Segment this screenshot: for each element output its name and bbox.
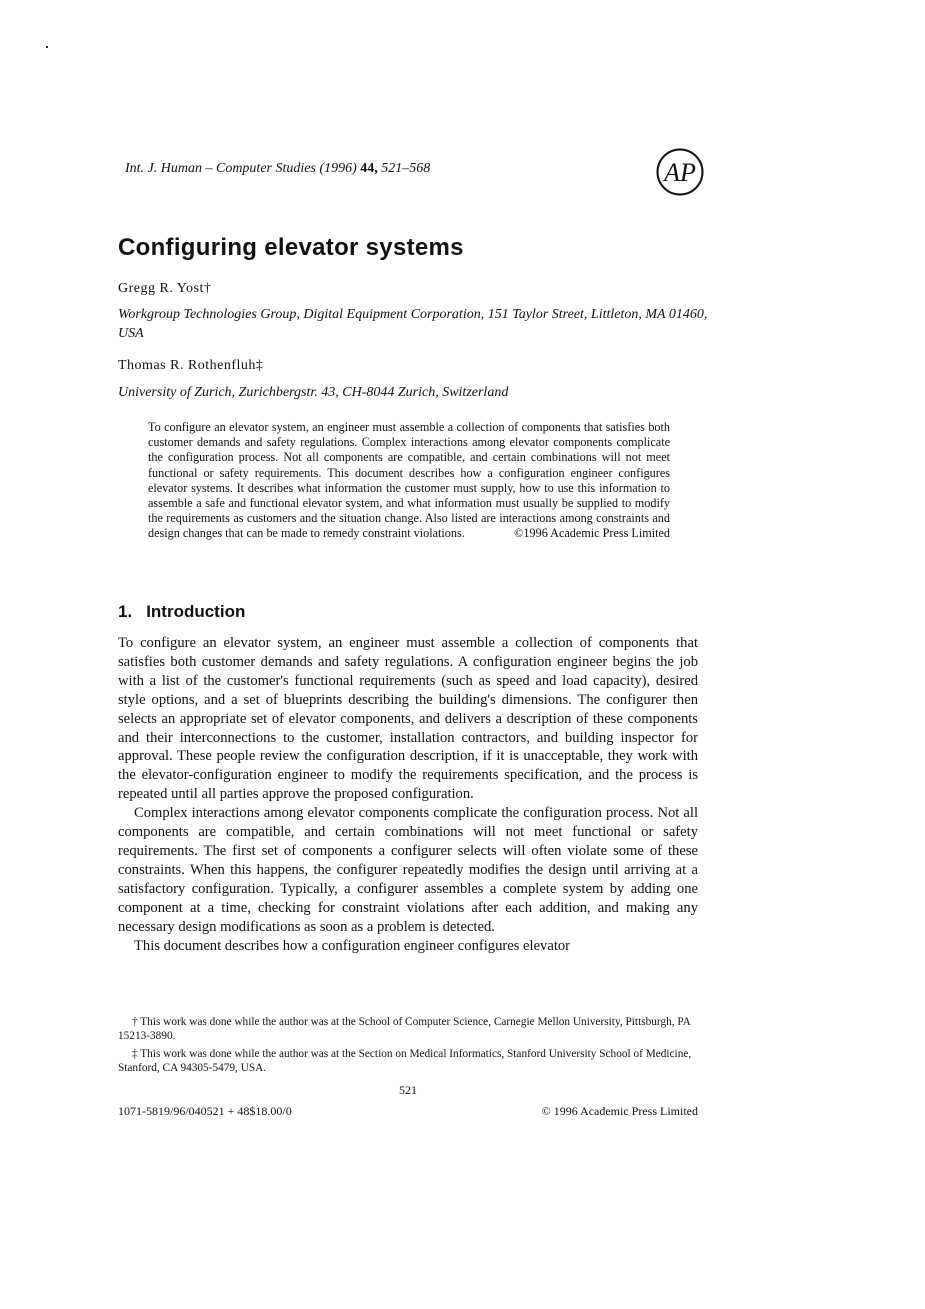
author-name-2: Thomas R. Rothenfluh‡ bbox=[118, 358, 264, 373]
paragraph: To configure an elevator system, an engineer must assemble a collection of components that satisfies both customer demands and safety regulations. A configuration engineer begins the job with a list of the customer's functional requirements (such as speed and load capacity), desired style options, and a set of blueprints describing the building's dimensions. The configurer then selects an appropriate set of elevator components, and delivers a description of these components and their interconnections to the customer, installation contractors, and building inspector for approval. These people review the configuration description, if it is unacceptable, they work with the elevator-configuration engineer to modify the requirements specification, and the process is repeated until all parties approve the proposed configuration. bbox=[118, 635, 698, 803]
journal-name: Int. J. Human – Computer Studies bbox=[125, 161, 316, 176]
abstract-copyright: ©1996 Academic Press Limited bbox=[514, 526, 670, 541]
footnote: ‡ This work was done while the author was at the Section on Medical Informatics, Stanford University School of Medicine, Stanford, CA 94305-5479, USA. bbox=[118, 1048, 692, 1074]
publisher-logo-icon bbox=[656, 148, 704, 196]
abstract bbox=[148, 420, 670, 542]
journal-header bbox=[125, 161, 430, 177]
section-number: 1. bbox=[118, 602, 133, 621]
abstract-text: To configure an elevator system, an engineer must assemble a collection of components that satisfies both customer demands and safety regulations. Complex interactions among elevator components complicate the configuration process. Not all components are compatible, and certain combinations will not meet functional or safety requirements. This document describes how a configuration engineer configures elevator systems. It describes what information the customer must supply, how to use this information to assemble a safe and functional elevator system, and what information must usually be supplied to modify the requirements as customers and the situation change. Also listed are interactions among constraints and design changes that can be made to remedy constraint violations. bbox=[148, 420, 670, 541]
author-affiliation-2: University of Zurich, Zurichbergstr. 43, CH-8044 Zurich, Switzerland bbox=[118, 385, 509, 400]
journal-volume: 44, bbox=[360, 161, 378, 176]
footer-copyright: © 1996 Academic Press Limited bbox=[541, 1104, 698, 1118]
section-body bbox=[118, 634, 698, 955]
author-affiliation-1: Workgroup Technologies Group, Digital Equipment Corporation, 151 Taylor Street, Littleton, MA 01460, USA bbox=[118, 307, 708, 341]
page-footer bbox=[118, 1104, 698, 1119]
section-title: Introduction bbox=[146, 602, 246, 621]
page-number: 521 bbox=[399, 1083, 417, 1097]
footnotes bbox=[118, 1015, 698, 1079]
journal-pages: 521–568 bbox=[381, 161, 431, 176]
journal-year: (1996) bbox=[319, 161, 357, 176]
section-heading bbox=[118, 602, 245, 622]
logo-text: AP bbox=[664, 158, 696, 187]
footnote: † This work was done while the author was at the School of Computer Science, Carnegie Mellon University, Pittsburgh, PA 15213-3890. bbox=[118, 1016, 691, 1042]
scan-speck bbox=[46, 46, 48, 48]
author-name-1: Gregg R. Yost† bbox=[118, 281, 212, 296]
paragraph: This document describes how a configuration engineer configures elevator bbox=[134, 937, 571, 954]
paper-title: Configuring elevator systems bbox=[118, 234, 464, 261]
footer-issn: 1071-5819/96/040521 + 48$18.00/0 bbox=[118, 1104, 292, 1118]
paragraph: Complex interactions among elevator components complicate the configuration process. Not all components are compatible, and certain combinations will not meet functional or safety requirements. The first set of components a configurer selects will often violate some of these constraints. When this happens, the configurer repeatedly modifies the design until arriving at a satisfactory configuration. Typically, a configurer assembles a complete system by adding one component at a time, checking for constraint violations after each addition, and making any necessary design modifications as soon as a problem is detected. bbox=[118, 805, 698, 935]
